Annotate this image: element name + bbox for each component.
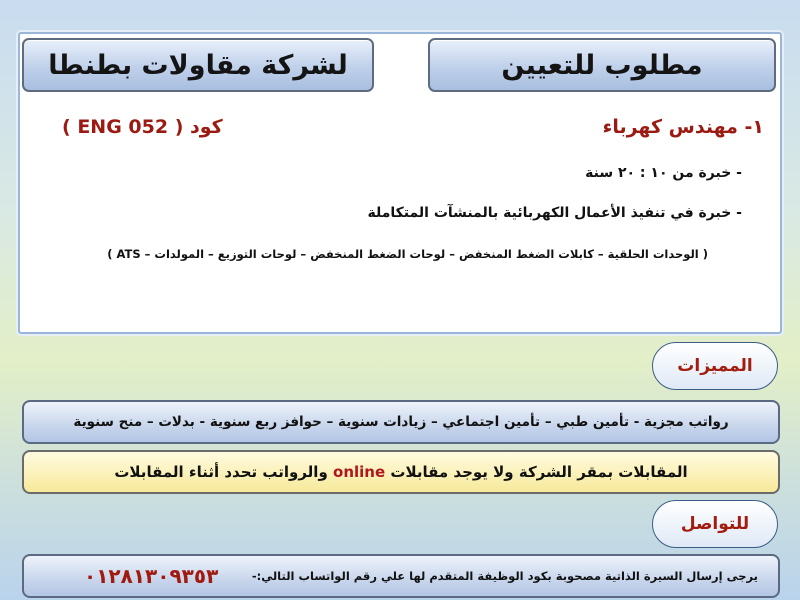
requirement-execution: - خبرة في تنفيذ الأعمال الكهربائية بالمنشآت المتكاملة [367, 205, 742, 221]
interview-online: online [333, 463, 386, 481]
wanted-title: مطلوب للتعيين [428, 38, 776, 92]
job-code: كود ( ENG 052 ) [62, 116, 223, 138]
features-label: المميزات [652, 342, 778, 390]
phone-number[interactable]: ٠١٢٨١٣٠٩٣٥٣ [84, 564, 219, 588]
features-text: رواتب مجزية - تأمين طبي – تأمين اجتماعي – زيادات سنوية – حوافز ربع سنوية - بدلات – منح سنوية [73, 414, 729, 430]
interview-bar [22, 450, 780, 494]
job-title: ١- مهندس كهرباء [602, 116, 764, 138]
interview-text-part1: المقابلات بمقر الشركة ولا يوجد مقابلات [390, 463, 688, 481]
features-bar [22, 400, 780, 444]
contact-label: للتواصل [652, 500, 778, 548]
contact-bar [22, 554, 780, 598]
company-title: لشركة مقاولات بطنطا [22, 38, 374, 92]
contact-text: يرجى إرسال السيرة الذاتية مصحوبة بكود الوظيفة المتقدم لها علي رقم الواتساب التالي:- [251, 569, 758, 583]
interview-text-part2: والرواتب تحدد أثناء المقابلات [114, 463, 328, 481]
requirement-experience: - خبرة من ١٠ : ٢٠ سنة [585, 165, 742, 181]
requirement-details: ( الوحدات الحلقية – كابلات الضغط المنخفض – لوحات الضغط المنخفض – لوحات التوزيع – المولدات – ATS ) [107, 247, 708, 261]
